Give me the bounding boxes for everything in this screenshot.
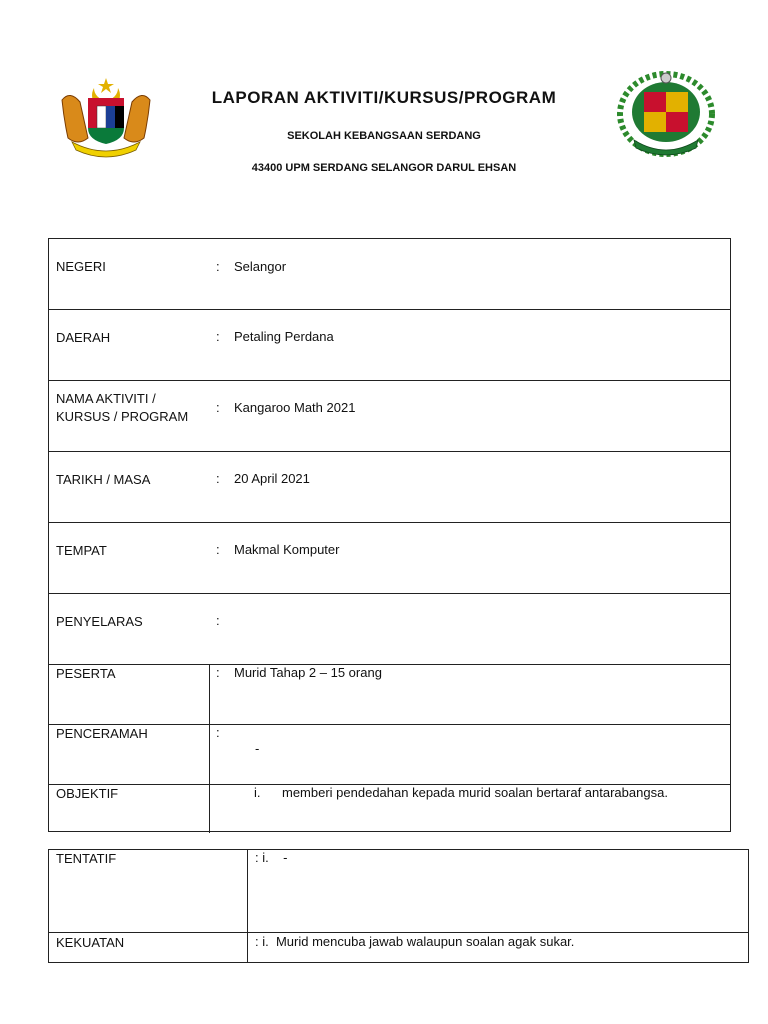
- school-crest-logo: [616, 70, 716, 158]
- label-tempat: TEMPAT: [56, 543, 107, 558]
- value-penceramah: -: [255, 741, 260, 756]
- column-divider: [209, 665, 210, 724]
- value-daerah: Petaling Perdana: [234, 329, 334, 344]
- value-peserta: Murid Tahap 2 – 15 orang: [234, 665, 382, 680]
- label-kekuatan: KEKUATAN: [56, 935, 125, 950]
- form-row-kekuatan: [49, 933, 748, 964]
- value-tentatif: : i. -: [255, 850, 288, 865]
- form-row-penceramah: [49, 725, 730, 785]
- form-row-objektif: [49, 785, 730, 833]
- label-penceramah: PENCERAMAH: [56, 726, 148, 741]
- document-title: LAPORAN AKTIVITI/KURSUS/PROGRAM: [211, 88, 557, 107]
- activity-report-form: [48, 238, 731, 832]
- column-divider: [209, 725, 210, 784]
- label-nama-aktiviti-line1: NAMA AKTIVITI /: [56, 391, 156, 406]
- form-row-negeri: [49, 239, 730, 310]
- label-peserta: PESERTA: [56, 666, 116, 681]
- form-row-tentatif: [49, 850, 748, 933]
- form-row-penyelaras: [49, 594, 730, 665]
- objektif-numeral: i.: [254, 785, 261, 800]
- label-negeri: NEGERI: [56, 259, 106, 274]
- school-address: 43400 UPM SERDANG SELANGOR DARUL EHSAN: [251, 162, 517, 174]
- value-nama-aktiviti: Kangaroo Math 2021: [234, 400, 356, 415]
- form-row-nama-aktiviti: [49, 381, 730, 452]
- label-daerah: DAERAH: [56, 330, 111, 345]
- label-nama-aktiviti-line2: KURSUS / PROGRAM: [56, 409, 189, 424]
- colon: :: [216, 329, 220, 344]
- column-divider: [209, 785, 210, 833]
- coat-of-arms-logo: [50, 74, 162, 160]
- tentatif-kekuatan-table: [48, 849, 749, 963]
- form-row-daerah: [49, 310, 730, 381]
- colon: :: [216, 725, 220, 740]
- colon: :: [216, 259, 220, 274]
- value-kekuatan: : i. Murid mencuba jawab walaupun soalan agak sukar.: [255, 934, 575, 949]
- value-negeri: Selangor: [234, 259, 287, 274]
- form-row-tempat: [49, 523, 730, 594]
- colon: :: [216, 665, 220, 680]
- colon: :: [216, 471, 220, 486]
- value-tempat: Makmal Komputer: [234, 542, 340, 557]
- value-objektif: memberi pendedahan kepada murid soalan bertaraf antarabangsa.: [282, 785, 668, 800]
- form-row-tarikh: [49, 452, 730, 523]
- colon: :: [216, 542, 220, 557]
- colon: :: [216, 400, 220, 415]
- label-penyelaras: PENYELARAS: [56, 614, 143, 629]
- label-tarikh: TARIKH / MASA: [56, 472, 151, 487]
- value-tarikh: 20 April 2021: [234, 471, 310, 486]
- label-tentatif: TENTATIF: [56, 851, 117, 866]
- label-objektif: OBJEKTIF: [56, 786, 119, 801]
- school-name: SEKOLAH KEBANGSAAN SERDANG: [287, 130, 481, 142]
- form-row-peserta: [49, 665, 730, 725]
- colon: :: [216, 613, 220, 628]
